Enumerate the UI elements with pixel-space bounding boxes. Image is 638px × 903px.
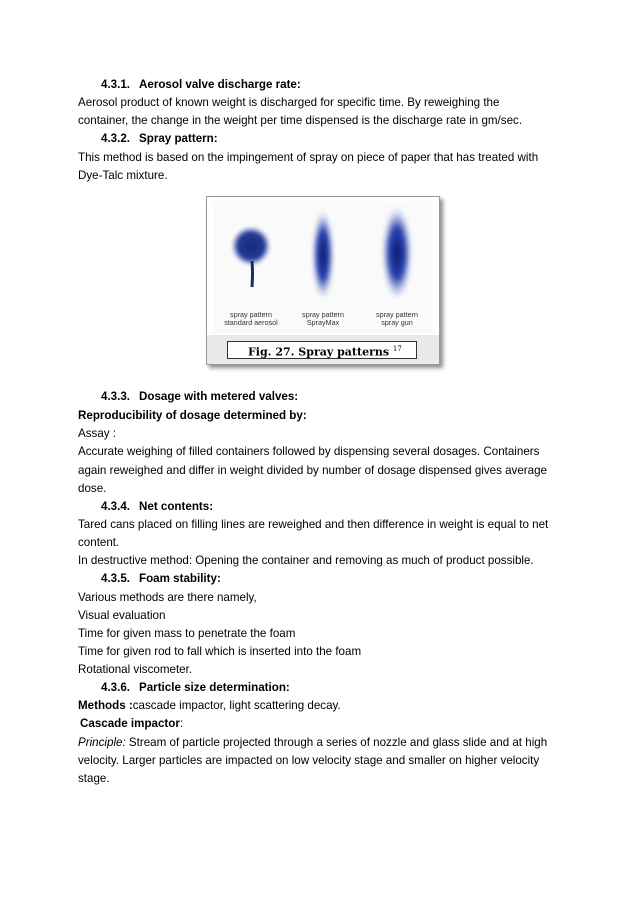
- paragraph-line: Dye-Talc mixture.: [78, 169, 168, 182]
- section-title: Spray pattern:: [139, 132, 218, 145]
- figure-label-spray-gun: [362, 311, 432, 327]
- section-title: Particle size determination:: [139, 681, 290, 694]
- methods-line: [78, 699, 341, 713]
- section-number: 4.3.5.: [101, 572, 131, 585]
- section-number: 4.3.6.: [101, 681, 131, 694]
- paragraph-line: container, the change in the weight per time dispensed is the discharge rate in gm/sec.: [78, 114, 523, 127]
- label-line: spray pattern: [230, 310, 272, 319]
- paragraph-line: Assay :: [78, 427, 117, 440]
- paragraph-line: stage.: [78, 772, 110, 785]
- paragraph-line: Time for given mass to penetrate the foam: [78, 627, 296, 640]
- paragraph-line: Various methods are there namely,: [78, 591, 257, 604]
- caption-text: Fig. 27. Spray patterns: [248, 345, 390, 359]
- heading-4-3-2: [101, 132, 218, 146]
- principle-text: Stream of particle projected through a series of nozzle and glass slide and at high: [125, 736, 548, 749]
- section-title: Aerosol valve discharge rate:: [139, 78, 301, 91]
- label-line: standard aerosol: [224, 318, 278, 327]
- section-number: 4.3.4.: [101, 500, 131, 513]
- paragraph-line: dose.: [78, 482, 107, 495]
- heading-4-3-6: [101, 681, 290, 695]
- paragraph-line: In destructive method: Opening the container and removing as much of product possible.: [78, 554, 534, 567]
- methods-text: cascade impactor, light scattering decay.: [132, 699, 341, 712]
- figure-label-standard-aerosol: [216, 311, 286, 327]
- label-line: SprayMax: [306, 318, 340, 327]
- paragraph-line: Time for given rod to fall which is inserted into the foam: [78, 645, 362, 658]
- paragraph-line: content.: [78, 536, 120, 549]
- paragraph-line: again reweighed and differ in weight divided by number of dosage dispensed gives average: [78, 464, 548, 477]
- caption-reference: 17: [392, 345, 402, 353]
- heading-4-3-3: [101, 390, 298, 404]
- paragraph-line: velocity. Larger particles are impacted on low velocity stage and smaller on higher velocity: [78, 754, 540, 767]
- figure-caption: [227, 341, 417, 359]
- paragraph-line: Visual evaluation: [78, 609, 166, 622]
- section-title: Dosage with metered valves:: [139, 390, 299, 403]
- methods-label: Methods :: [78, 699, 133, 712]
- spray-spot-spray-gun: [382, 207, 412, 299]
- figure-label-spraymax: [288, 311, 358, 327]
- section-number: 4.3.2.: [101, 132, 131, 145]
- subheading: Reproducibility of dosage determined by:: [78, 409, 307, 422]
- section-number: 4.3.1.: [101, 78, 131, 91]
- cascade-impactor-heading: [80, 717, 183, 731]
- heading-4-3-1: [101, 78, 301, 92]
- section-title: Net contents:: [139, 500, 214, 513]
- section-title: Foam stability:: [139, 572, 221, 585]
- paragraph-line: Accurate weighing of filled containers followed by dispensing several dosages. Containers: [78, 445, 540, 458]
- label-line: spray pattern: [302, 310, 344, 319]
- paragraph-line: This method is based on the impingement of spray on piece of paper that has treated with: [78, 151, 539, 164]
- label-line: spray pattern: [376, 310, 418, 319]
- figure-image: [213, 201, 433, 333]
- spray-spot-standard-aerosol: [232, 227, 270, 287]
- principle-label: Principle:: [78, 736, 126, 749]
- spray-pattern-figure: [206, 196, 440, 365]
- paragraph-line: Aerosol product of known weight is discharged for specific time. By reweighing the: [78, 96, 500, 109]
- paragraph-line: Tared cans placed on filling lines are reweighed and then difference in weight is equal to net: [78, 518, 549, 531]
- heading-4-3-5: [101, 572, 221, 586]
- heading-4-3-4: [101, 500, 213, 514]
- principle-line: [78, 736, 547, 750]
- cascade-label: Cascade impactor: [80, 717, 180, 730]
- section-number: 4.3.3.: [101, 390, 131, 403]
- label-line: spray gun: [381, 318, 413, 327]
- cascade-colon: :: [179, 717, 184, 730]
- spray-spot-spraymax: [312, 211, 334, 299]
- paragraph-line: Rotational viscometer.: [78, 663, 193, 676]
